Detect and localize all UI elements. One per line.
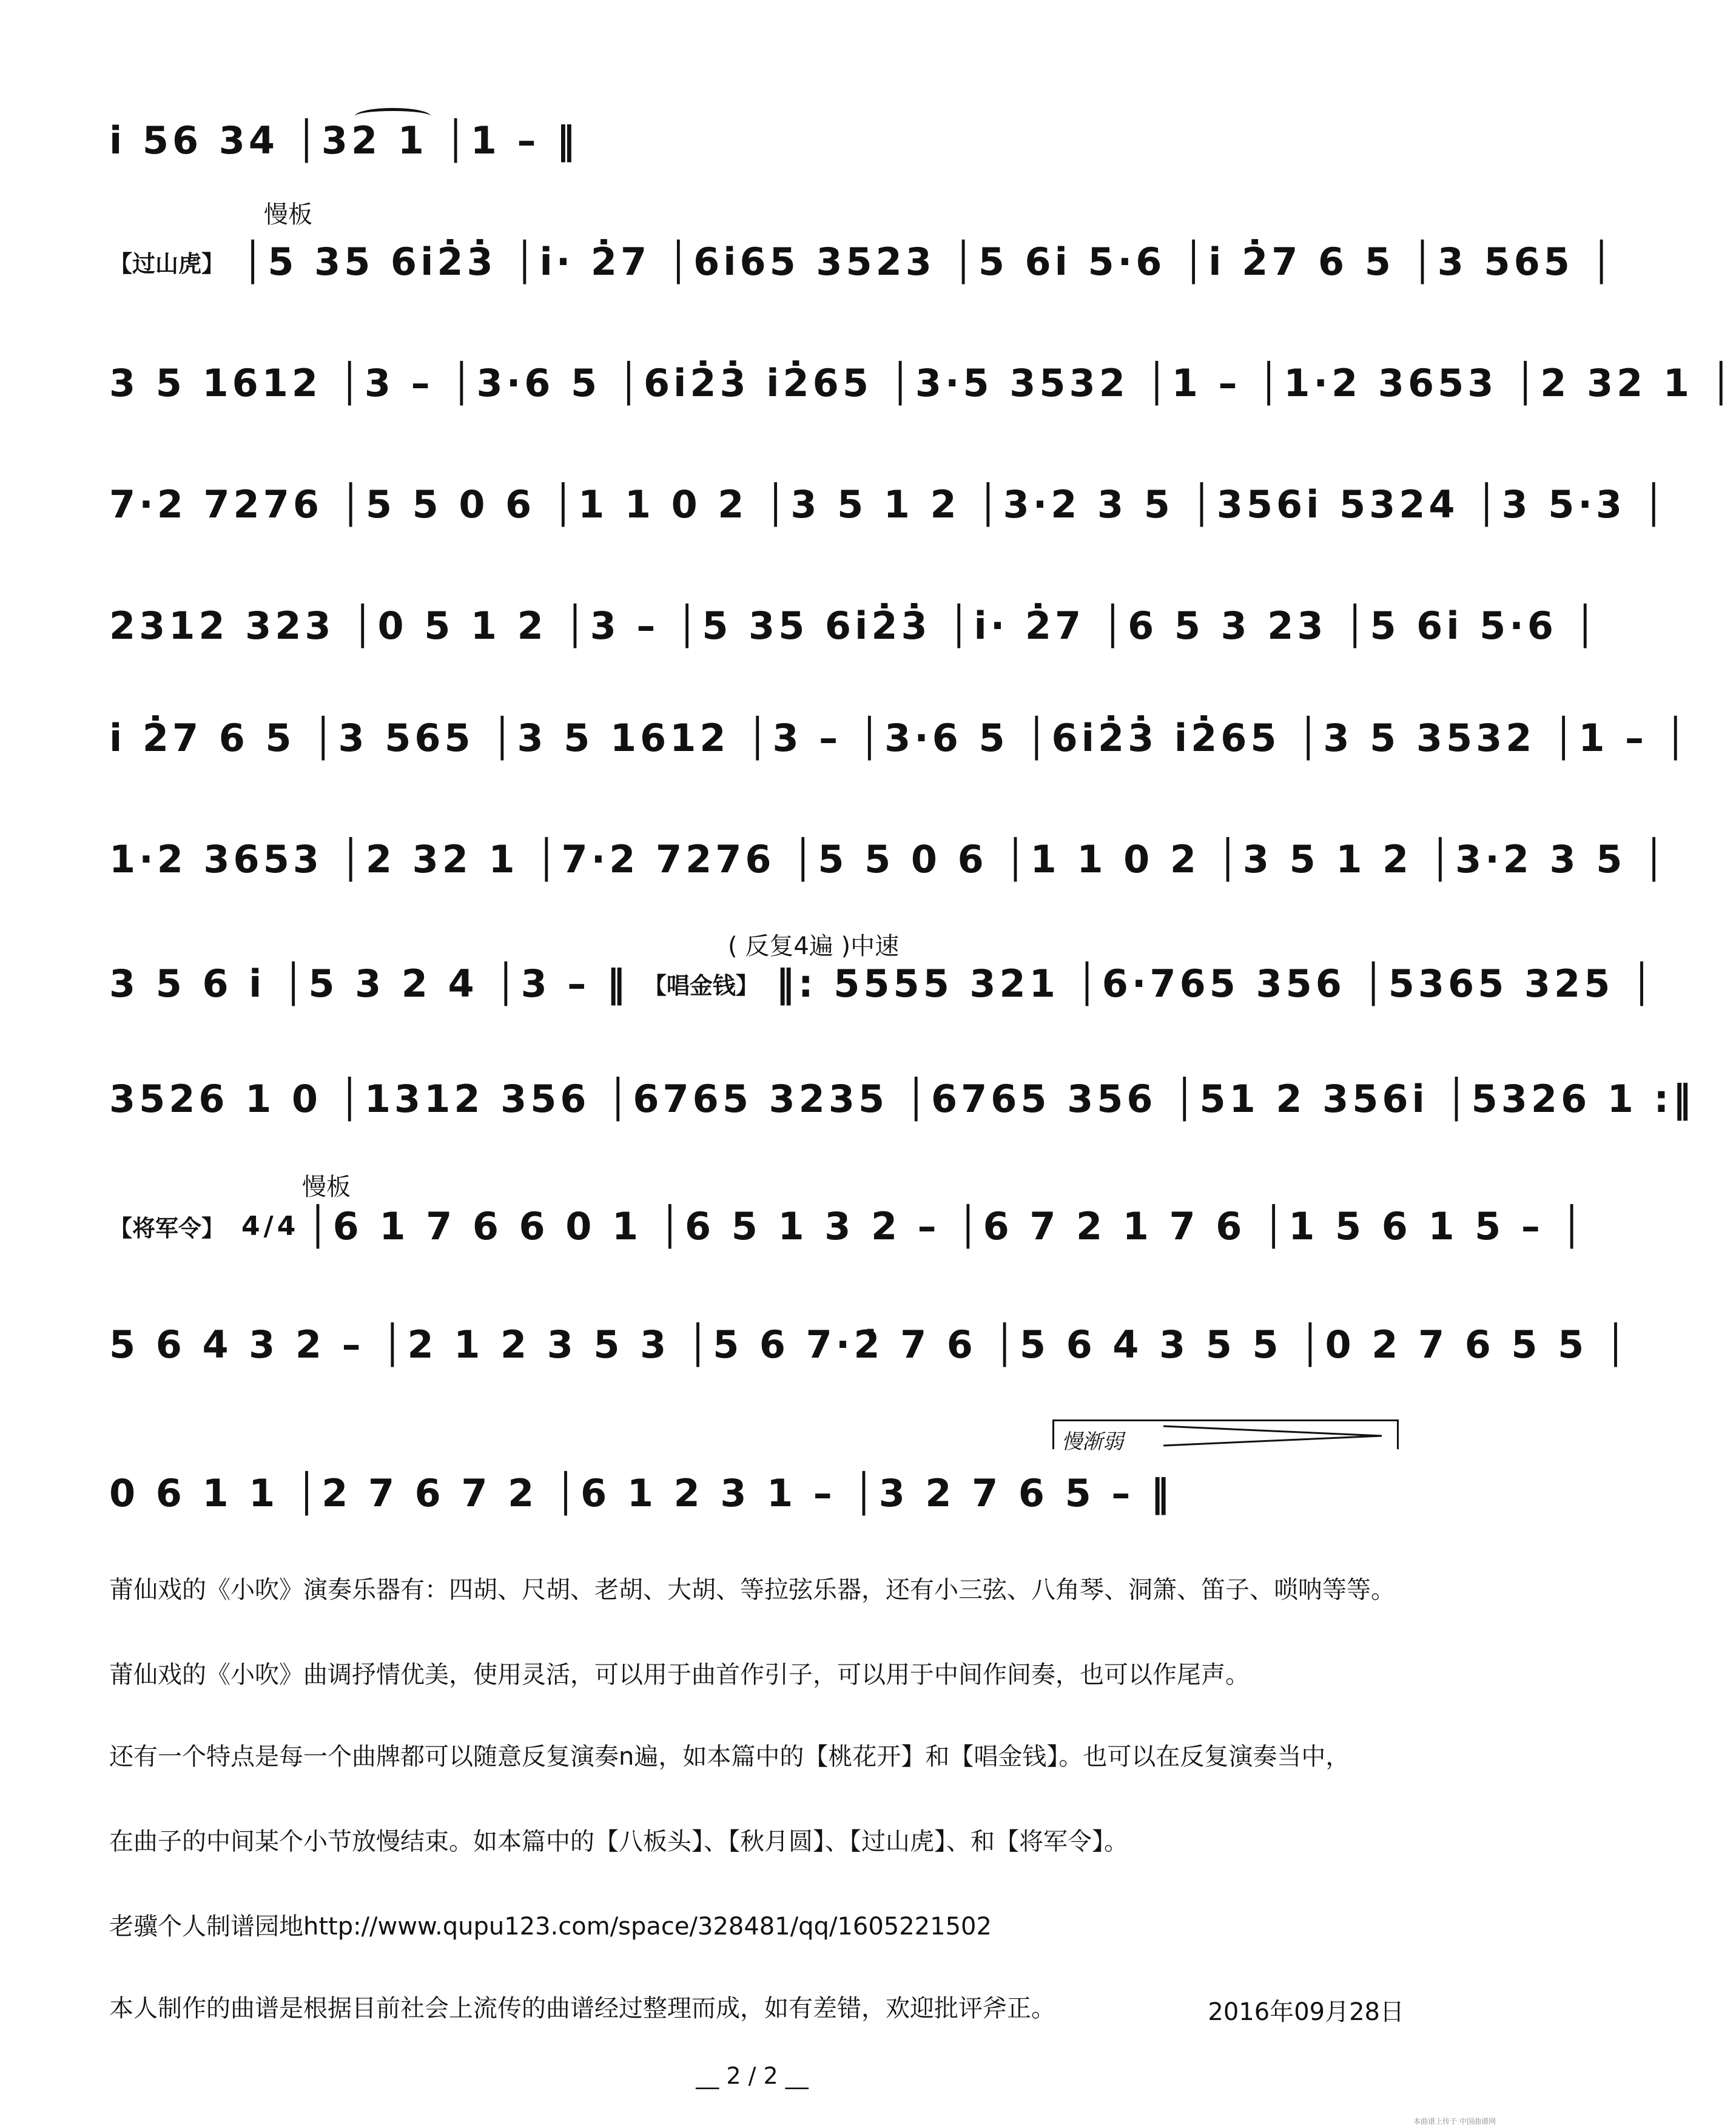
notation-line-2: │5 35 6i2̇3̇ │i· 2̇7 │6i65 3523 │5 6i 5·6 │i 2̇7 6 5 │3 565 │ [241, 240, 1617, 284]
section-label-guoshanhu: 【过山虎】 [109, 251, 225, 277]
time-signature: 4/4 [241, 1211, 300, 1242]
score-line-5 [109, 604, 1600, 648]
score-line-8 [109, 961, 1657, 1006]
score-line-9 [109, 1077, 1695, 1121]
score-line-12 [109, 1471, 1407, 1515]
notation-line-5: 2312 323 │0 5 1 2 │3 – │5 35 6i2̇3̇ │i· 2̇7 │6 5 3 23 │5 6i 5·6 │ [109, 604, 1600, 648]
score-line-11 [109, 1322, 1631, 1367]
notation-line-12: 0 6 1 1 │2 7 6 7 2 │6 1 2 3 1 – │3 2 7 6 5 – ‖ [109, 1471, 1173, 1515]
page-number: __ 2 / 2 __ [696, 2062, 809, 2089]
section-label-jiangjunling: 【将军令】 [109, 1215, 225, 1242]
score-line-7 [109, 837, 1669, 881]
notation-line-1: i 56 34 │32 1 │1 – ‖ [109, 118, 579, 163]
site-watermark: 本曲谱上传于 中国曲谱网 [1413, 2117, 1496, 2126]
note-paragraph-4: 在曲子的中间某个小节放慢结束。如本篇中的【八板头】、【秋月圆】、【过山虎】、和【将军令】。 [109, 1828, 1128, 1856]
notation-line-7: 1·2 3653 │2 32 1 │7·2 7276 │5 5 0 6 │1 1 0 2 │3 5 1 2 │3·2 3 5 │ [109, 837, 1669, 881]
score-line-2 [109, 240, 1617, 284]
notation-line-8-pre: 3 5 6 i │5 3 2 4 │3 – ‖ [109, 961, 629, 1006]
tempo-marking-1: 慢板 [264, 201, 312, 229]
score-line-6 [109, 716, 1691, 760]
date: 2016年09月28日 [1208, 1998, 1404, 2026]
disclaimer: 本人制作的曲谱是根据目前社会上流传的曲谱经过整理而成，如有差错，欢迎批评斧正。 [109, 1995, 1055, 2022]
note-paragraph-2: 莆仙戏的《小吹》曲调抒情优美，使用灵活，可以用于曲首作引子，可以用于中间作间奏，也可以作尾声。 [109, 1661, 1250, 1689]
tie-slur [355, 108, 431, 124]
section-label-changjinqian: 【唱金钱】 [643, 972, 759, 999]
note-paragraph-3: 还有一个特点是每一个曲牌都可以随意反复演奏n遍，如本篇中的【桃花开】和【唱金钱】。也可以在反复演奏当中， [109, 1743, 1350, 1771]
notation-line-4: 7·2 7276 │5 5 0 6 │1 1 0 2 │3 5 1 2 │3·2 3 5 │356i 5324 │3 5·3 │ [109, 482, 1669, 527]
tempo-marking-3: 慢板 [302, 1173, 351, 1201]
author-link: 老骥个人制谱园地http://www.qupu123.com/space/328481/qq/1605221502 [109, 1913, 992, 1941]
score-line-1 [109, 118, 1407, 163]
score-line-10 [109, 1204, 1587, 1248]
score-line-4 [109, 482, 1669, 527]
notation-line-10: │6 1 7 6 6 0 1 │6 5 1 3 2 – │6 7 2 1 7 6 │1 5 6 1 5 – │ [306, 1204, 1587, 1248]
notation-line-8: ‖: 5555 321 │6·765 356 │5365 325 │ [775, 961, 1657, 1006]
notation-line-3: 3 5 1612 │3 – │3·6 5 │6i2̇3̇ i2̇65 │3·5 3532 │1 – │1·2 3653 │2 32 1 │ [109, 361, 1736, 405]
notation-line-9: 3526 1 0 │1312 356 │6765 3235 │6765 356 │51 2 356i │5326 1 :‖ [109, 1077, 1695, 1121]
dynamics-label: 慢渐弱 [1061, 1430, 1123, 1454]
dynamics-bracket [1052, 1419, 1399, 1454]
score-line-3 [109, 361, 1736, 405]
tempo-marking-2: ( 反复4遍 )中速 [728, 932, 900, 960]
notation-line-11: 5 6 4 3 2 – │2 1 2 3 5 3 │5 6 7·2̇ 7 6 │5 6 4 3 5 5 │0 2 7 6 5 5 │ [109, 1322, 1631, 1367]
decrescendo-hairpin [1163, 1424, 1388, 1448]
notation-line-6: i 2̇7 6 5 │3 565 │3 5 1612 │3 – │3·6 5 │6i2̇3̇ i2̇65 │3 5 3532 │1 – │ [109, 716, 1691, 760]
note-paragraph-1: 莆仙戏的《小吹》演奏乐器有：四胡、尺胡、老胡、大胡、等拉弦乐器，还有小三弦、八角琴、洞箫、笛子、唢呐等等。 [109, 1576, 1395, 1604]
